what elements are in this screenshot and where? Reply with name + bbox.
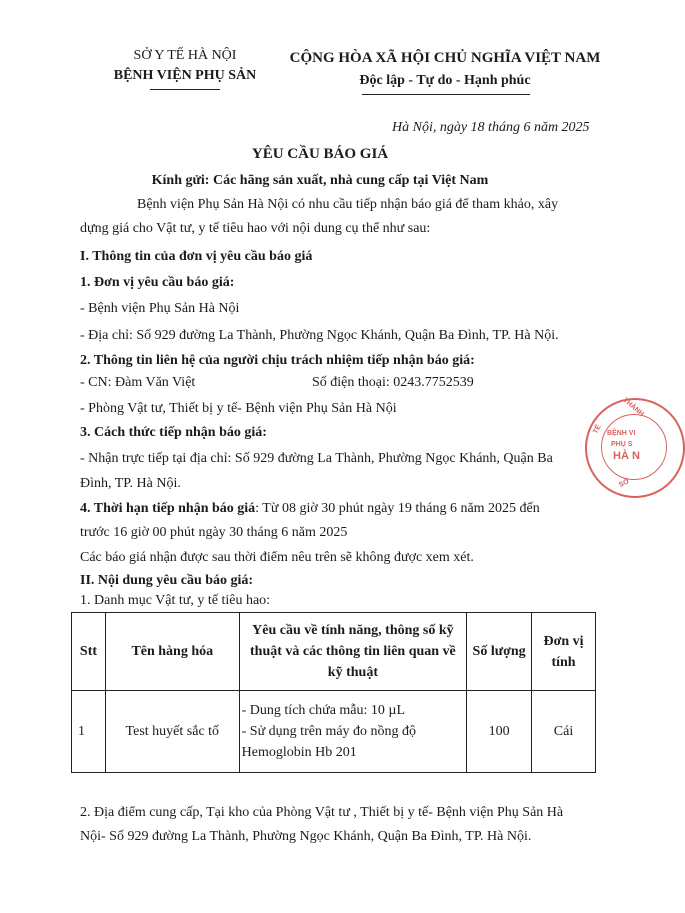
intro-line-2: dựng giá cho Vật tư, y tế tiêu hao với nội dung cụ thể như sau: xyxy=(80,221,431,236)
col-header-stt: Stt xyxy=(72,613,106,691)
document-title: YÊU CẦU BÁO GIÁ xyxy=(251,146,389,162)
motto-underline xyxy=(362,94,530,95)
table-row xyxy=(72,691,596,773)
section-1-heading: I. Thông tin của đơn vị yêu cầu báo giá xyxy=(80,249,313,264)
seal-ring-top: THÀNH xyxy=(621,396,645,419)
seal-inner-line-2: PHỤ S xyxy=(611,441,633,448)
document-date: Hà Nội, ngày 18 tháng 6 năm 2025 xyxy=(392,120,590,135)
contact-department: - Phòng Vật tư, Thiết bị y tế- Bệnh viện Phụ Sản Hà Nội xyxy=(80,401,397,416)
contact-phone: Số điện thoại: 0243.7752539 xyxy=(312,375,474,390)
unit-name: - Bệnh viện Phụ Sản Hà Nội xyxy=(80,301,240,316)
intro-line-1: Bệnh viện Phụ Sản Hà Nội có nhu cầu tiếp nhận báo giá để tham khảo, xây xyxy=(137,197,559,212)
col-header-qty: Số lượng xyxy=(467,613,532,691)
contact-person: - CN: Đàm Văn Việt xyxy=(80,375,196,390)
org-underline xyxy=(150,89,220,90)
list-heading: 1. Danh mục Vật tư, y tế tiêu hao: xyxy=(80,593,271,608)
col-header-spec: Yêu cầu về tính năng, thông số kỹ thuật và các thông tin liên quan về kỹ thuật xyxy=(239,613,467,691)
deadline-line-2: trước 16 giờ 00 phút ngày 30 tháng 6 năm 2025 xyxy=(80,525,348,540)
cell-unit: Cái xyxy=(532,691,596,773)
seal-inner-line-3: HÀ N xyxy=(613,450,640,462)
cell-stt: 1 xyxy=(72,691,106,773)
late-note: Các báo giá nhận được sau thời điểm nêu trên sẽ không được xem xét. xyxy=(80,550,474,565)
contact-heading: 2. Thông tin liên hệ của người chịu trách nhiệm tiếp nhận báo giá: xyxy=(80,353,475,368)
spec-line-1: - Dung tích chứa mẫu: 10 µL xyxy=(241,703,406,718)
col-header-unit: Đơn vị tính xyxy=(532,613,596,691)
seal-ring-bottom: SỞ xyxy=(618,478,631,489)
method-heading: 3. Cách thức tiếp nhận báo giá: xyxy=(80,425,267,440)
addressee: Kính gửi: Các hãng sản xuất, nhà cung cấp tại Việt Nam xyxy=(151,173,489,188)
section-2-heading: II. Nội dung yêu cầu báo giá: xyxy=(80,573,254,588)
deadline-range: : Từ 08 giờ 30 phút ngày 19 tháng 6 năm 2025 đến xyxy=(255,501,540,516)
unit-address: - Địa chỉ: Số 929 đường La Thành, Phường Ngọc Khánh, Quận Ba Đình, TP. Hà Nội. xyxy=(80,328,559,343)
hospital-seal xyxy=(585,398,685,498)
cell-qty: 100 xyxy=(467,691,532,773)
table-header-row xyxy=(72,613,596,691)
cell-spec xyxy=(239,691,467,773)
delivery-line-2: Nội- Số 929 đường La Thành, Phường Ngọc Khánh, Quận Ba Đình, TP. Hà Nội. xyxy=(80,829,532,844)
deadline-label: 4. Thời hạn tiếp nhận báo giá xyxy=(80,501,256,516)
issuing-organization: BỆNH VIỆN PHỤ SẢN xyxy=(113,68,257,83)
nation-motto: Độc lập - Tự do - Hạnh phúc xyxy=(359,73,531,88)
items-table xyxy=(71,612,596,773)
deadline-line-1 xyxy=(80,501,540,517)
seal-ring-left: TẾ xyxy=(592,423,603,436)
issuing-department: SỞ Y TẾ HÀ NỘI xyxy=(133,48,237,63)
seal-inner-line-1: BỆNH VI xyxy=(607,430,636,437)
nation-title: CỘNG HÒA XÃ HỘI CHỦ NGHĨA VIỆT NAM xyxy=(289,50,601,66)
col-header-name: Tên hàng hóa xyxy=(105,613,239,691)
unit-heading: 1. Đơn vị yêu cầu báo giá: xyxy=(80,275,235,290)
method-line-2: Đình, TP. Hà Nội. xyxy=(80,476,181,491)
method-line-1: - Nhận trực tiếp tại địa chỉ: Số 929 đường La Thành, Phường Ngọc Khánh, Quận Ba xyxy=(80,451,553,466)
delivery-line-1: 2. Địa điểm cung cấp, Tại kho của Phòng Vật tư , Thiết bị y tế- Bệnh viện Phụ Sản Hà xyxy=(80,805,564,820)
spec-line-2: - Sử dụng trên máy đo nồng độ Hemoglobin Hb 201 xyxy=(241,724,417,760)
cell-name: Test huyết sắc tố xyxy=(105,691,239,773)
